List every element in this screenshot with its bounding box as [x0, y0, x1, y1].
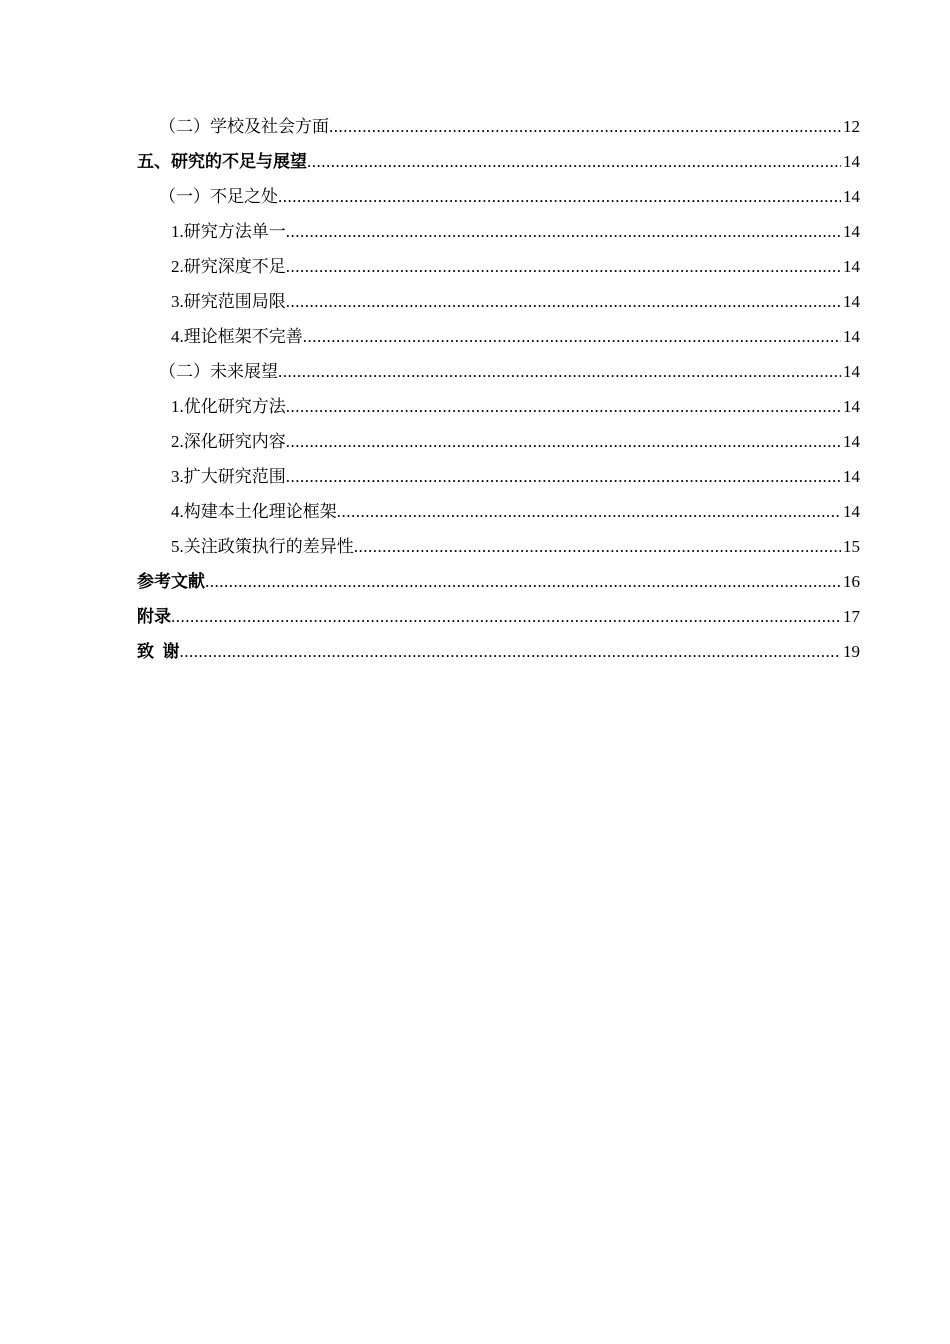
- toc-entry[interactable]: [137, 253, 860, 288]
- toc-entry-title: 参考文献: [137, 572, 205, 591]
- toc-entry[interactable]: [137, 113, 860, 148]
- toc-entry-title: 五、研究的不足与展望: [137, 152, 307, 171]
- toc-page-number: 14: [843, 397, 860, 416]
- toc-dot-leader: [329, 113, 841, 141]
- toc-entry-title: 3.扩大研究范围: [171, 467, 286, 486]
- toc-page-number: 17: [843, 607, 860, 626]
- toc-entry[interactable]: [137, 603, 860, 638]
- toc-dot-leader: [205, 568, 841, 596]
- toc-page-number: 14: [843, 362, 860, 381]
- toc-page-number: 14: [843, 432, 860, 451]
- toc-dot-leader: [286, 463, 841, 491]
- toc-entry[interactable]: [137, 638, 860, 673]
- toc-dot-leader: [286, 428, 841, 456]
- toc-entry-title: 致 谢: [137, 642, 180, 661]
- toc-entry[interactable]: [137, 183, 860, 218]
- toc-entry[interactable]: [137, 568, 860, 603]
- toc-dot-leader: [337, 498, 841, 526]
- toc-page-number: 14: [843, 257, 860, 276]
- toc-dot-leader: [286, 253, 841, 281]
- toc-entry-title: 2.研究深度不足: [171, 257, 286, 276]
- toc-entry[interactable]: [137, 428, 860, 463]
- toc-page-number: 14: [843, 292, 860, 311]
- toc-entry-title: 2.深化研究内容: [171, 432, 286, 451]
- toc-dot-leader: [286, 288, 841, 316]
- toc-page-number: 14: [843, 467, 860, 486]
- toc-entry-title: （二）学校及社会方面: [159, 117, 329, 136]
- toc-page-number: 14: [843, 187, 860, 206]
- toc-page-number: 14: [843, 327, 860, 346]
- toc-dot-leader: [307, 148, 841, 176]
- toc-entry-title: （一）不足之处: [159, 187, 278, 206]
- toc-entry-title: 4.理论框架不完善: [171, 327, 303, 346]
- toc-dot-leader: [354, 533, 841, 561]
- toc-entry[interactable]: [137, 218, 860, 253]
- toc-entry[interactable]: [137, 393, 860, 428]
- toc-entry[interactable]: [137, 288, 860, 323]
- toc-entry[interactable]: [137, 323, 860, 358]
- toc-entry-title: 附录: [137, 607, 171, 626]
- toc-page-number: 12: [843, 117, 860, 136]
- toc-dot-leader: [180, 638, 842, 666]
- toc-dot-leader: [286, 218, 841, 246]
- toc-entry[interactable]: [137, 533, 860, 568]
- toc-dot-leader: [171, 603, 841, 631]
- toc-entry[interactable]: [137, 463, 860, 498]
- table-of-contents: [137, 113, 860, 673]
- toc-page-number: 16: [843, 572, 860, 591]
- toc-entry-title: 5.关注政策执行的差异性: [171, 537, 354, 556]
- toc-entry-title: （二）未来展望: [159, 362, 278, 381]
- toc-page-number: 19: [843, 642, 860, 661]
- toc-entry-title: 4.构建本土化理论框架: [171, 502, 337, 521]
- toc-page-number: 14: [843, 152, 860, 171]
- toc-dot-leader: [286, 393, 841, 421]
- toc-entry[interactable]: [137, 498, 860, 533]
- toc-dot-leader: [278, 358, 841, 386]
- toc-entry[interactable]: [137, 358, 860, 393]
- toc-entry-title: 1.优化研究方法: [171, 397, 286, 416]
- toc-entry[interactable]: [137, 148, 860, 183]
- toc-entry-title: 1.研究方法单一: [171, 222, 286, 241]
- toc-dot-leader: [278, 183, 841, 211]
- toc-page-number: 14: [843, 502, 860, 521]
- toc-page-number: 14: [843, 222, 860, 241]
- toc-entry-title: 3.研究范围局限: [171, 292, 286, 311]
- toc-page-number: 15: [843, 537, 860, 556]
- toc-dot-leader: [303, 323, 841, 351]
